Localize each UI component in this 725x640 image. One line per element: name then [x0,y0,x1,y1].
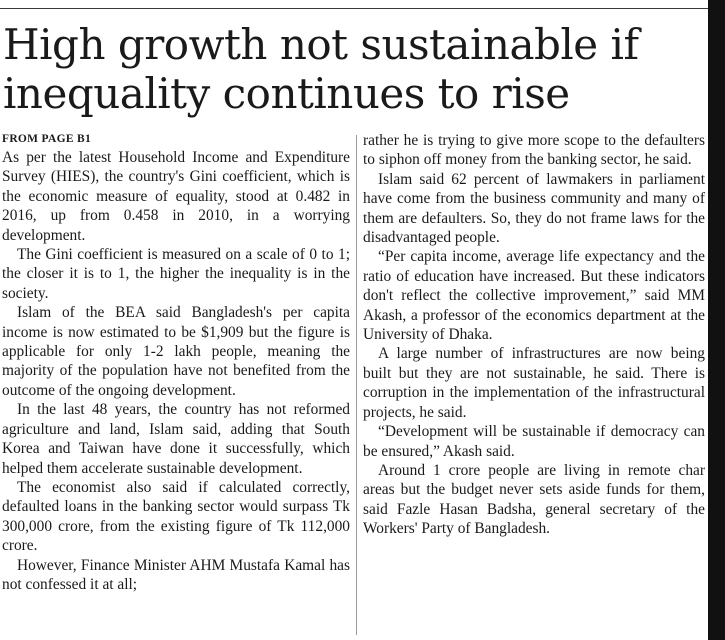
paragraph: Islam of the BEA said Bangladesh's per capita income is now estimated to be $1,909 but the figure is applicable for only 1-2 lakh people, meaning the majority of the population have not benefited from the outcome of the ongoing development. [2,304,350,399]
paragraph: However, Finance Minister AHM Mustafa Kamal has not confessed it at all; [2,556,350,593]
continuation-kicker: FROM PAGE B1 [2,133,91,145]
paragraph: The Gini coefficient is measured on a scale of 0 to 1; the closer it is to 1, the higher the inequality is in the society. [2,246,350,302]
top-rule [0,8,708,9]
paragraph: Islam said 62 percent of lawmakers in parliament have come from the business community and many of them are defaulters. So, they do not frame laws for the disadvantaged people. [363,170,705,247]
paragraph: Around 1 crore people are living in remote char areas but the budget never sets aside funds for them, said Fazle Hasan Badsha, general secretary of the Workers' Party of Bangladesh. [363,461,705,538]
article-column-left [2,131,350,594]
paragraph: In the last 48 years, the country has not reformed agriculture and land, Islam said, adding that South Korea and Taiwan have done it successfully, which helped them accelerate sustainable development. [2,401,350,477]
paragraph: rather he is trying to give more scope to the defaulters to siphon off money from the banking sector, he said. [363,132,705,169]
article-body [0,131,708,640]
article-headline: High growth not sustainable if inequality continues to rise [3,20,639,118]
paragraph: “Development will be sustainable if democracy can be ensured,” Akash said. [363,423,705,460]
article-column-right [363,131,705,539]
column-divider [356,135,357,635]
paragraph: The economist also said if calculated correctly, defaulted loans in the banking sector would surpass Tk 300,000 crore, from the existing figure of Tk 112,000 crore. [2,478,350,555]
page-edge-shadow [708,0,725,640]
paragraph: As per the latest Household Income and Expenditure Survey (HIES), the country's Gini coefficient, which is the economic measure of equality, stood at 0.482 in 2016, up from 0.458 in 2010, in a worrying development. [2,149,350,244]
paragraph: A large number of infrastructures are now being built but they are not sustainable, he said. There is corruption in the implementation of the infrastructural projects, he said. [363,345,705,421]
paragraph: “Per capita income, average life expectancy and the ratio of education have increased. But these indicators don't reflect the collective improvement,” said MM Akash, a professor of the economics department at the University of Dhaka. [363,248,705,344]
